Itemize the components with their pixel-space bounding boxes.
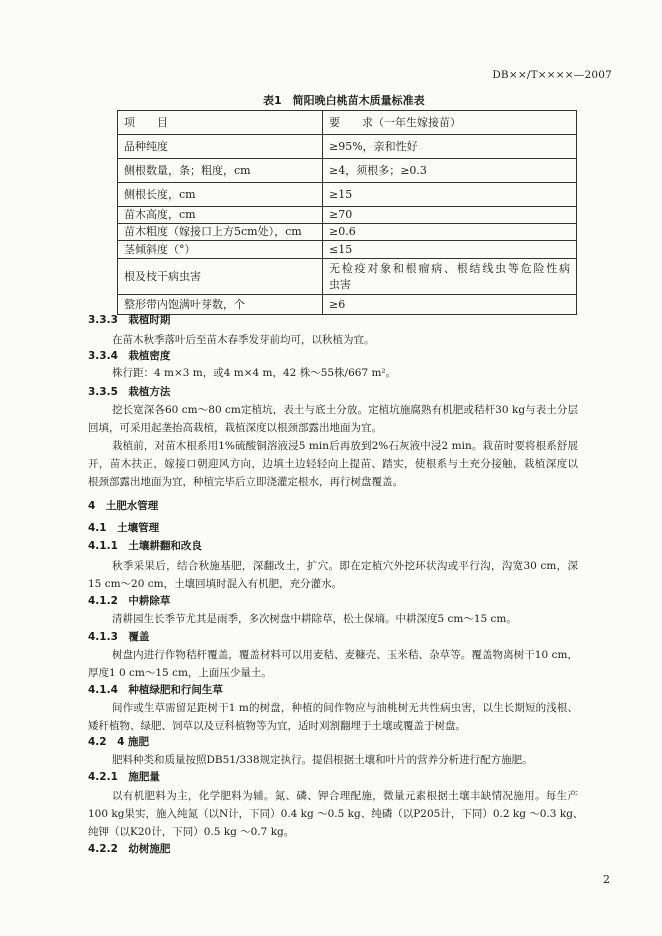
table-row — [118, 241, 577, 259]
section-heading: 4.1.4 种植绿肥和行间生草 — [88, 684, 223, 696]
table-row — [118, 259, 577, 295]
paragraph-line: 厚度1 0 cm～15 cm，上面压少量土。 — [88, 667, 272, 679]
header-cell-requirement: 要 求（一年生嫁接苗） — [323, 111, 577, 135]
paragraph-line: 秋季采果后，结合秋施基肥，深翻改土，扩穴。即在定植穴外挖环状沟或平行沟，沟宽30 cm，深 — [112, 560, 578, 572]
paragraph-line: 100 kg果实，施入纯氮（以N计，下同）0.4 kg ～0.5 kg、纯磷（以P205计，下同）0.2 kg ～0.3 kg、 — [88, 808, 584, 820]
section-heading: 4.2.2 幼树施肥 — [88, 843, 171, 855]
section-heading: 3.3.5 栽植方法 — [88, 386, 171, 398]
section-heading: 4.1.3 覆盖 — [88, 631, 150, 643]
paragraph-line: 回填，可采用起垄抬高栽植，栽植深度以根颈部露出地面为宜。 — [88, 422, 382, 434]
chapter-heading: 4 土肥水管理 — [88, 500, 159, 512]
table-row — [118, 159, 577, 183]
section-heading: 4.2.1 施肥量 — [88, 771, 160, 783]
paragraph-line: 根颈部露出地面为宜，种植完毕后立即浇灌定根水，再行树盘覆盖。 — [88, 476, 403, 488]
cell-item: 苗木高度，cm — [118, 207, 323, 224]
cell-item: 茎倾斜度（°） — [118, 241, 323, 259]
header-cell-item: 项 目 — [118, 111, 323, 135]
table-row — [118, 135, 577, 159]
section-heading: 4.2 4 施肥 — [88, 736, 150, 748]
cell-item: 整形带内饱满叶芽数，个 — [118, 295, 323, 315]
seedling-quality-table — [117, 110, 577, 315]
paragraph-line: 15 cm～20 cm，土壤回填时混入有机肥，充分灌水。 — [88, 578, 343, 590]
standard-code: DB××/T××××—2007 — [492, 69, 612, 81]
table-row — [118, 183, 577, 207]
cell-requirement: ≥70 — [323, 207, 577, 224]
table-row — [118, 295, 577, 315]
paragraph-line: 栽植前，对苗木根系用1%硫酸铜溶液浸5 min后再放到2%石灰液中浸2 min。栽苗时要将根系舒展 — [112, 440, 578, 452]
cell-item: 根及枝干病虫害 — [118, 259, 323, 295]
paragraph-line: 矮秆植物、绿肥、饲草以及豆科植物等为宜，适时刈割翻埋于土壤或覆盖于树盘。 — [88, 720, 466, 732]
paragraph-line: 以有机肥料为主，化学肥料为辅。氮、磷、钾合理配施，微量元素根据土壤丰缺情况施用。每生产 — [112, 790, 578, 802]
cell-requirement: ≥15 — [323, 183, 577, 207]
cell-item: 品种纯度 — [118, 135, 323, 159]
paragraph-line: 株行距：4 m×3 m，或4 m×4 m，42 株～55株/667 m²。 — [112, 367, 397, 379]
section-heading: 3.3.3 栽植时期 — [88, 314, 171, 326]
cell-requirement: ≥6 — [323, 295, 577, 315]
cell-item: 苗木粗度（嫁接口上方5cm处），cm — [118, 224, 323, 241]
cell-requirement: ≤15 — [323, 241, 577, 259]
paragraph-line: 在苗木秋季落叶后至苗木春季发芽前均可，以秋植为宜。 — [112, 334, 375, 346]
paragraph-line: 肥料种类和质量按照DB51/338规定执行。提倡根据土壤和叶片的营养分析进行配方施肥。 — [112, 754, 533, 766]
table-row — [118, 224, 577, 241]
cell-item: 侧根数量，条；粗度，cm — [118, 159, 323, 183]
paragraph-line: 树盘内进行作物秸杆覆盖，覆盖材料可以用麦秸、麦糠壳、玉米秸、杂草等。覆盖物离树干10 cm， — [112, 649, 578, 661]
paragraph-line: 间作或生草需留足距树干1 m的树盘，种植的间作物应与油桃树无共性病虫害，以生长期短的浅根、 — [112, 702, 578, 714]
cell-requirement: ≥4，须根多；≥0.3 — [323, 159, 577, 183]
page-number: 2 — [603, 873, 610, 886]
table-row — [118, 207, 577, 224]
table-caption: 表1 简阳晚白桃苗木质量标准表 — [263, 94, 425, 107]
paragraph-line: 挖长宽深各60 cm～80 cm定植坑，表土与底土分放。定植坑施腐熟有机肥或秸杆30 kg与表土分层 — [112, 404, 578, 416]
section-heading: 3.3.4 栽植密度 — [88, 350, 171, 362]
cell-requirement: ≥0.6 — [323, 224, 577, 241]
table-header-row — [118, 111, 577, 135]
section-heading: 4.1.1 土壤耕翻和改良 — [88, 540, 202, 552]
section-heading: 4.1 土壤管理 — [88, 522, 160, 534]
cell-requirement: ≥95%，亲和性好 — [323, 135, 577, 159]
section-heading: 4.1.2 中耕除草 — [88, 595, 171, 607]
cell-item: 侧根长度，cm — [118, 183, 323, 207]
cell-requirement: 无检疫对象和根瘤病、根结线虫等危险性病 虫害 — [323, 259, 577, 295]
paragraph-line: 清耕园生长季节尤其是雨季，多次树盘中耕除草，松土保墒。中耕深度5 cm～15 cm。 — [112, 613, 517, 625]
paragraph-line: 开，苗木扶正，嫁接口朝迎风方向，边填土边轻轻向上提苗、踏实，使根系与土充分接触，栽植深度以 — [88, 458, 578, 470]
paragraph-line: 纯钾（以K20计，下同）0.5 kg ～0.7 kg。 — [88, 826, 295, 838]
